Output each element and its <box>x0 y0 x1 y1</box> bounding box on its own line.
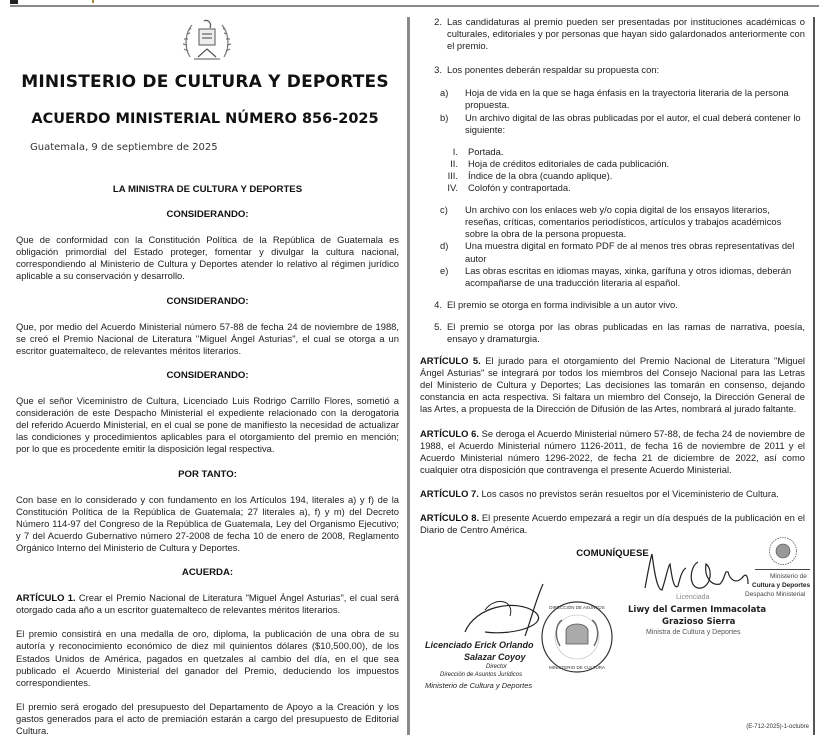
right-column <box>420 16 805 560</box>
sub-item-a: a) Hoja de vida en la que se haga énfasis en la trayectoria literaria de la persona propuesta. <box>440 87 789 111</box>
signatory-department: Dirección de Asuntos Jurídicos <box>440 672 523 678</box>
article-5-label: ARTÍCULO 5. <box>420 355 481 367</box>
signatory-name-line-1: Licenciado Erick Orlando <box>425 640 534 650</box>
considerando-2: Que, por medio del Acuerdo Ministerial número 57-88 de fecha 24 de noviembre de 1988, se creó el Premio Nacional de Literatura "Miguel Ángel Asturias", el cual se otorga a un escritor guatemalteco, de relevantes méritos literarios. <box>16 320 399 356</box>
roman-item: IV. Colofón y contraportada. <box>447 182 571 194</box>
article-7-text: Los casos no previstos serán resueltos por el Viceministerio de Cultura. <box>478 487 779 499</box>
signatory-title: Licenciada <box>676 594 710 601</box>
svg-text:DIRECCIÓN DE ASUNTOS: DIRECCIÓN DE ASUNTOS <box>549 605 605 610</box>
article-8-text: El presente Acuerdo empezará a regir un día después de la publicación en el Diario de Centro América. <box>420 512 805 536</box>
article-6 <box>420 428 805 476</box>
considerando-3: Que el señor Viceministro de Cultura, Licenciado Luis Rodrigo Carrillo Flores, sometió a consideración de este Despacho Ministerial el expediente relacionado con la derogatoria del referido Acuerdo Ministerial, en el cual se pone de manifiesto la necesidad de actualizar las condiciones y procedimientos aplicables para el otorgamiento del premio en mención; por lo que es procedente emitir la disposición legal respectiva. <box>16 395 399 455</box>
top-edge-mark <box>92 0 94 3</box>
article-1-paragraph-2: El premio consistirá en una medalla de oro, diploma, la publicación de una obra de su autoría y reconocimiento económico de diez mil quinientos dólares ($10,500.00), de los Estados Unidos de América, pagados en quetzales al cambio del día, en el que sea publicado el Acuerdo Ministerial del ganador del Premio, deduciendo los impuestos correspondientes. <box>16 628 399 688</box>
left-column <box>16 180 399 737</box>
authority-heading: LA MINISTRA DE CULTURA Y DEPORTES <box>112 184 303 195</box>
considerando-heading: CONSIDERANDO: <box>166 369 249 381</box>
article-8-label: ARTÍCULO 8. <box>420 512 480 523</box>
ministry-title: MINISTERIO DE CULTURA Y DEPORTES <box>21 72 389 92</box>
sub-item-d: d) Una muestra digital en formato PDF de al menos tres obras representativas del autor <box>440 240 795 264</box>
considerando-heading: CONSIDERANDO: <box>166 209 249 221</box>
article-7-label: ARTÍCULO 7. <box>420 487 479 499</box>
sub-item-e: e) Las obras escritas en idiomas mayas, xinka, garífuna y otros idiomas, deberán acompañarse de una traducción literaria al español. <box>440 264 792 288</box>
minister-name-line-1: Liwy del Carmen Immacolata <box>628 605 767 615</box>
sub-item-b: b) Un archivo digital de las obras publicadas por el autor, el cual deberá contener lo siguiente: <box>440 111 801 135</box>
acuerda-heading: ACUERDA: <box>181 567 234 579</box>
list-item-2: 2. Las candidaturas al premio pueden ser presentadas por instituciones académicas o culturales, editoriales y por personas que hayan sido galardonados anteriormente con el premio. <box>434 16 805 52</box>
article-6-text: Se deroga el Acuerdo Ministerial número 57-88, de fecha 24 de noviembre de 1988, el Acuerdo Ministerial número 1126-2011, de fecha 16 de noviembre de 2011 y el Acuerdo Ministerial número 1296-2022, de fecha 21 de diciembre de 2022, así como cualquier otra disposición que contravenga el presente Acuerdo Ministerial. <box>420 427 805 475</box>
ministry-emblem-stamp <box>768 536 798 566</box>
stamp-line-3: Despacho Ministerial <box>745 591 806 598</box>
sub-item-c: c) Un archivo con los enlaces web y/o copia digital de los ensayos literarios, reseñas, críticas, comentarios periodísticos, artículos y trabajos académicos sobre la obra de la persona propuesta. <box>440 204 782 240</box>
page-right-border <box>813 17 815 735</box>
minister-name-line-2: Grazioso Sierra <box>662 617 736 627</box>
roman-item: I. Portada. <box>452 145 504 157</box>
article-7 <box>420 488 805 500</box>
signatory-ministry: Ministerio de Cultura y Deportes <box>425 681 533 690</box>
considerando-1: Que de conformidad con la Constitución Política de la República de Guatemala es obligación primordial del Estado proteger, fomentar y divulgar la cultura nacional, correspondiendo al Ministerio de Cultura y Deportes atender lo relativo al régimen jurídico aplicable a su conservación y desarrollo. <box>16 234 399 282</box>
comuniquese-heading: COMUNÍQUESE <box>576 548 649 560</box>
coat-of-arms-icon <box>180 17 234 65</box>
article-1 <box>16 592 399 616</box>
article-1-label: ARTÍCULO 1. <box>16 592 76 604</box>
article-1-text: Crear el Premio Nacional de Literatura "Miguel Ángel Asturias", el cual será otorgado cada año a un escritor guatemalteco de relevantes méritos literarios. <box>16 592 400 616</box>
signatory-name-line-2: Salazar Coyoy <box>464 652 526 662</box>
minister-role: Ministra de Cultura y Deportes <box>646 629 741 636</box>
svg-text:MINISTERIO DE CULTURA: MINISTERIO DE CULTURA <box>549 665 605 670</box>
list-item-5: 5. El premio se otorga por las obras publicadas en las ramas de narrativa, poesía, ensayo y dramaturgia. <box>434 320 805 344</box>
list-item-4: 4. El premio se otorga en forma indivisible a un autor vivo. <box>434 298 678 310</box>
roman-item: III. Índice de la obra (cuando aplique). <box>447 169 613 181</box>
article-6-label: ARTÍCULO 6. <box>420 427 479 439</box>
top-divider <box>10 5 819 7</box>
por-tanto-heading: POR TANTO: <box>178 468 237 480</box>
roman-item: II. Hoja de créditos editoriales de cada publicación. <box>450 157 670 169</box>
top-edge-mark <box>10 0 18 4</box>
signatory-role: Director <box>486 664 508 670</box>
official-seal-stamp <box>540 600 614 674</box>
article-5-text: El jurado para el otorgamiento del Premio Nacional de Literatura "Miguel Ángel Asturias" se integrará por todos los miembros del Consejo Nacional para las Letras del Ministerio de Cultura y Deportes; Las decisiones las tomarán en consenso, dejando constancia en acta respectiva. Si faltara un miembro del Consejo, la Dirección General de las Artes, a propuesta de la Dirección de Difusión de las Artes, nombrará al jurado faltante. <box>420 355 805 415</box>
stamp-rule <box>755 569 810 570</box>
article-1-paragraph-3: El premio será erogado del presupuesto del Departamento de Apoyo a la Creación y los gastos generados para el acto de premiación estarán a cargo del presupuesto de Editorial Cultura. <box>16 700 399 736</box>
handwritten-signature-right <box>640 548 750 592</box>
agreement-title: ACUERDO MINISTERIAL NÚMERO 856-2025 <box>31 111 379 127</box>
list-item-3: 3. Los ponentes deberán respaldar su propuesta con: <box>434 64 660 76</box>
article-8 <box>420 512 805 536</box>
document-code: (E-712-2025)-1-octubre <box>746 724 809 730</box>
por-tanto-text: Con base en lo considerado y con fundamento en los Artículos 194, literales a) y f) de la Constitución Política de la República de Guatemala; 27 literales a), f) y m) del Decreto Número 114-97 del Congreso de la República de Guatemala, Ley del Organismo Ejecutivo; y 7 del Acuerdo Gubernativo número 27-2008 de fecha 10 de enero de 2008, Reglamento Orgánico Interno del Ministerio de Cultura y Deportes. <box>16 493 399 553</box>
article-5 <box>420 355 805 415</box>
stamp-line-2: Cultura y Deportes <box>752 582 811 589</box>
date-line: Guatemala, 9 de septiembre de 2025 <box>30 142 218 153</box>
considerando-heading: CONSIDERANDO: <box>166 295 249 307</box>
stamp-line-1: Ministerio de <box>770 573 807 580</box>
